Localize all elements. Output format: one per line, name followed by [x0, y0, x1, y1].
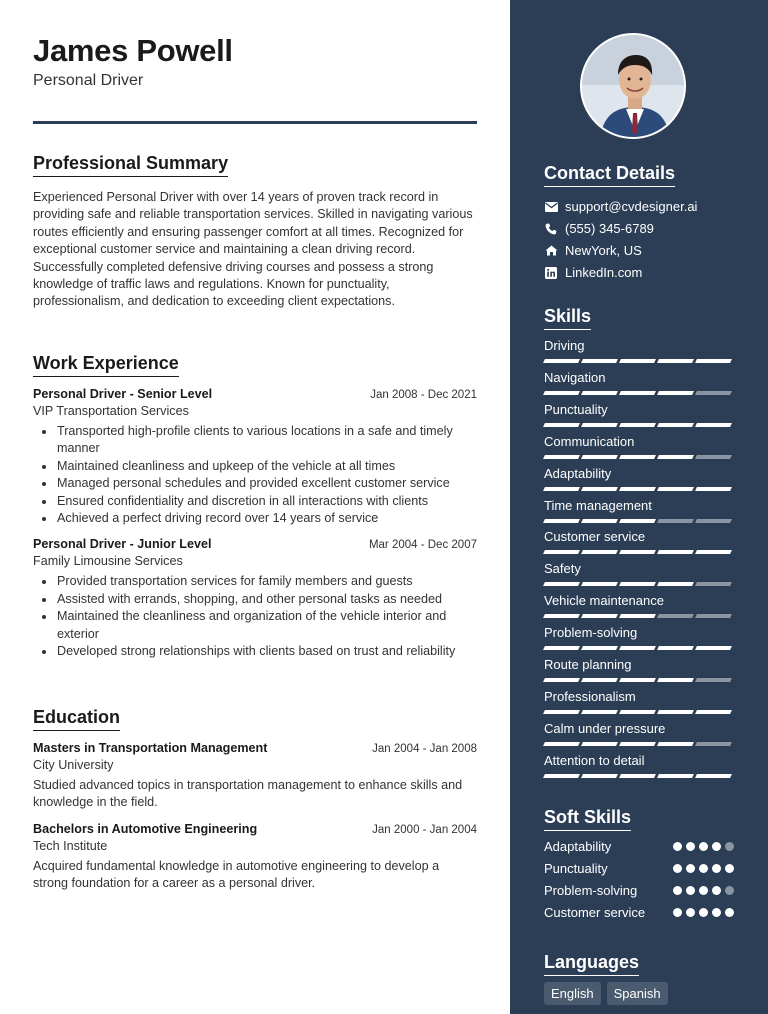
education-entry: [33, 741, 477, 812]
contact-location: [544, 243, 642, 258]
skill-item: [544, 498, 734, 523]
soft-skill-rating: [673, 842, 734, 851]
rating-dot-filled: [725, 908, 734, 917]
skill-name: Route planning: [544, 657, 632, 672]
job-bullet: Transported high-profile clients to various locations in a safe and timely manner: [33, 423, 477, 458]
summary-text: Experienced Personal Driver with over 14 years of proven track record in providing safe and reliable transportation services. Skilled in navigating various routes efficiently and ensuring passenger comfort at all times. Recognized for exceptional customer service and maintaining a clean driving record. Successfully completed defensive driving courses and possess a strong knowledge of traffic laws and regulations. Known for punctuality, professionalism, and dedication to exceeding client expectations.: [33, 190, 473, 309]
job-title: Personal Driver - Junior Level: [33, 537, 212, 552]
skill-level-segment-filled: [581, 646, 618, 650]
skill-level-segment-filled: [581, 550, 618, 554]
skill-level-segment-filled: [543, 646, 580, 650]
skill-level-segment-filled: [543, 423, 580, 427]
rating-dot-filled: [725, 864, 734, 873]
skill-level-segment-filled: [543, 582, 580, 586]
skill-level-bar: [544, 742, 734, 746]
job-bullet: Developed strong relationships with clients based on trust and reliability: [33, 643, 477, 660]
skill-level-segment-filled: [619, 582, 656, 586]
skill-level-segment-filled: [695, 646, 732, 650]
skill-name: Time management: [544, 497, 652, 513]
skill-item: [544, 338, 734, 363]
skill-level-segment-filled: [657, 391, 694, 395]
soft-skill-item: [544, 861, 734, 876]
skill-level-segment-empty: [695, 455, 732, 459]
job-bullet: Maintained the cleanliness and organization of the vehicle interior and exterior: [33, 608, 477, 643]
job-company: VIP Transportation Services: [33, 404, 189, 418]
job-bullets: [33, 573, 477, 660]
rating-dot-filled: [673, 886, 682, 895]
education-date: Jan 2000 - Jan 2004: [372, 823, 477, 836]
soft-skill-name: Customer service: [544, 905, 646, 920]
skill-item: [544, 402, 734, 427]
skill-level-segment-empty: [657, 519, 694, 523]
sidebar: [510, 0, 768, 1014]
contact-email-text: support@cvdesigner.ai: [565, 199, 698, 214]
skill-level-segment-empty: [657, 614, 694, 618]
education-heading: Education: [33, 707, 120, 731]
skill-level-segment-filled: [543, 710, 580, 714]
rating-dot-filled: [673, 908, 682, 917]
skill-level-segment-filled: [543, 391, 580, 395]
linkedin-icon: [544, 266, 558, 280]
languages-list: [544, 982, 668, 1005]
profile-photo-illustration: [582, 35, 686, 139]
skill-level-segment-filled: [619, 646, 656, 650]
rating-dot-filled: [673, 842, 682, 851]
skill-level-bar: [544, 550, 734, 554]
skill-level-segment-filled: [543, 774, 580, 778]
skill-name: Customer service: [544, 529, 646, 545]
skill-name: Punctuality: [544, 401, 608, 417]
skill-level-segment-filled: [657, 774, 694, 778]
skill-level-segment-filled: [695, 359, 732, 363]
rating-dot-filled: [699, 908, 708, 917]
soft-skill-rating: [673, 886, 734, 895]
education-section: [33, 707, 477, 893]
school-name: City University: [33, 758, 114, 772]
phone-icon: [544, 222, 558, 236]
contact-location-text: NewYork, US: [565, 243, 642, 258]
rating-dot-filled: [712, 886, 721, 895]
skill-level-segment-empty: [695, 519, 732, 523]
job-date: Mar 2004 - Dec 2007: [368, 539, 477, 552]
skill-level-bar: [544, 582, 734, 586]
envelope-icon: [544, 200, 558, 214]
header-divider: [33, 121, 477, 124]
contact-linkedin[interactable]: [544, 265, 642, 280]
skill-level-segment-filled: [619, 455, 656, 459]
rating-dot-filled: [686, 908, 695, 917]
skill-name: Adaptability: [544, 465, 612, 481]
skill-level-segment-filled: [619, 550, 656, 554]
skill-level-segment-filled: [543, 487, 580, 491]
skill-name: Problem-solving: [544, 625, 638, 641]
job-bullets: [33, 423, 477, 527]
skill-level-segment-filled: [543, 678, 580, 682]
education-description: Acquired fundamental knowledge in automotive engineering to develop a strong foundation for a career as a personal driver.: [33, 858, 440, 891]
skill-level-segment-filled: [695, 487, 732, 491]
skill-item: [544, 466, 734, 491]
skill-item: [544, 689, 734, 714]
rating-dot-filled: [686, 842, 695, 851]
soft-skill-item: [544, 883, 734, 898]
skill-level-segment-filled: [619, 359, 656, 363]
skill-level-segment-filled: [581, 423, 618, 427]
skill-level-bar: [544, 423, 734, 427]
skill-level-segment-filled: [619, 519, 656, 523]
skill-level-segment-filled: [581, 519, 618, 523]
skill-level-bar: [544, 359, 734, 363]
summary-heading: Professional Summary: [33, 153, 228, 177]
soft-skill-rating: [673, 864, 734, 873]
skill-level-segment-filled: [543, 550, 580, 554]
skill-level-segment-filled: [657, 423, 694, 427]
skill-name: Calm under pressure: [544, 720, 666, 736]
rating-dot-filled: [699, 842, 708, 851]
job-bullet: Maintained cleanliness and upkeep of the vehicle at all times: [33, 458, 477, 475]
degree-title: Bachelors in Automotive Engineering: [33, 821, 258, 836]
language-tag: English: [544, 982, 601, 1005]
summary-section: [33, 153, 477, 311]
skill-level-segment-filled: [619, 614, 656, 618]
skill-level-segment-filled: [619, 742, 656, 746]
skill-level-segment-filled: [657, 550, 694, 554]
skill-item: [544, 753, 734, 778]
soft-skill-name: Problem-solving: [544, 883, 638, 898]
contact-email[interactable]: [544, 199, 697, 214]
job-bullet: Achieved a perfect driving record over 14 years of service: [33, 510, 477, 527]
skill-level-segment-filled: [657, 582, 694, 586]
skill-level-segment-filled: [619, 487, 656, 491]
skill-level-segment-filled: [657, 487, 694, 491]
rating-dot-empty: [725, 886, 734, 895]
contact-heading: Contact Details: [544, 163, 675, 187]
skill-level-bar: [544, 519, 734, 523]
job-company: Family Limousine Services: [33, 554, 183, 569]
rating-dot-filled: [686, 886, 695, 895]
job-bullet: Provided transportation services for family members and guests: [33, 573, 477, 590]
soft-skill-name: Adaptability: [544, 839, 612, 854]
skill-level-bar: [544, 646, 734, 650]
skill-level-bar: [544, 774, 734, 778]
skill-item: [544, 561, 734, 586]
skill-item: [544, 657, 734, 682]
skill-level-segment-empty: [695, 391, 732, 395]
rating-dot-filled: [712, 864, 721, 873]
skill-level-segment-filled: [581, 710, 618, 714]
skill-level-bar: [544, 710, 734, 714]
skill-level-segment-filled: [581, 774, 618, 778]
contact-linkedin-text: LinkedIn.com: [565, 265, 643, 280]
skill-name: Navigation: [544, 369, 606, 385]
rating-dot-filled: [712, 842, 721, 851]
skill-level-segment-filled: [543, 455, 580, 459]
education-description: Studied advanced topics in transportation management to enhance skills and knowledge in the field.: [33, 778, 463, 810]
skill-level-segment-filled: [657, 646, 694, 650]
job-title: Personal Driver - Senior Level: [33, 387, 213, 401]
skill-level-bar: [544, 614, 734, 618]
skill-level-segment-filled: [581, 742, 618, 746]
skill-level-segment-filled: [581, 582, 618, 586]
languages-heading: Languages: [544, 952, 639, 976]
skill-level-segment-filled: [619, 678, 656, 682]
skill-level-segment-filled: [581, 678, 618, 682]
degree-title: Masters in Transportation Management: [33, 741, 268, 755]
skill-level-segment-filled: [695, 710, 732, 714]
work-experience-section: [33, 353, 477, 660]
skill-level-segment-filled: [657, 678, 694, 682]
skill-level-segment-filled: [695, 550, 732, 554]
work-heading: Work Experience: [33, 353, 179, 377]
skill-level-segment-filled: [619, 391, 656, 395]
skill-level-segment-filled: [581, 455, 618, 459]
education-date: Jan 2004 - Jan 2008: [372, 743, 477, 755]
skill-level-bar: [544, 487, 734, 491]
soft-skill-rating: [673, 908, 734, 917]
skills-heading: Skills: [544, 306, 591, 330]
skill-level-segment-filled: [657, 710, 694, 714]
skill-level-segment-filled: [619, 774, 656, 778]
skill-name: Vehicle maintenance: [544, 593, 664, 609]
soft-skills-heading: Soft Skills: [544, 807, 631, 831]
job-entry: [33, 387, 477, 527]
skill-name: Communication: [544, 433, 635, 449]
skill-level-segment-empty: [695, 742, 732, 746]
skill-level-bar: [544, 455, 734, 459]
education-entry: [33, 822, 477, 893]
skill-level-segment-empty: [695, 614, 732, 618]
skill-item: [544, 721, 734, 746]
skill-level-segment-filled: [581, 614, 618, 618]
skill-item: [544, 434, 734, 459]
skill-level-segment-filled: [657, 742, 694, 746]
rating-dot-filled: [712, 908, 721, 917]
skill-name: Driving: [544, 338, 585, 353]
skill-level-segment-empty: [695, 582, 732, 586]
skill-level-segment-filled: [619, 710, 656, 714]
soft-skill-item: [544, 905, 734, 920]
skill-level-segment-filled: [695, 423, 732, 427]
skill-item: [544, 625, 734, 650]
skill-level-segment-filled: [581, 359, 618, 363]
skill-level-segment-filled: [581, 487, 618, 491]
candidate-title: Personal Driver: [33, 72, 144, 89]
job-bullet: Ensured confidentiality and discretion in all interactions with clients: [33, 493, 477, 510]
skill-level-segment-filled: [581, 391, 618, 395]
soft-skill-item: [544, 839, 734, 854]
profile-photo: [580, 33, 686, 139]
skill-level-bar: [544, 391, 734, 395]
home-icon: [544, 244, 558, 258]
skill-name: Safety: [544, 561, 581, 577]
skill-level-segment-filled: [619, 423, 656, 427]
skill-item: [544, 370, 734, 395]
contact-phone-text: (555) 345-6789: [565, 221, 654, 236]
skill-item: [544, 529, 734, 554]
job-bullet: Assisted with errands, shopping, and other personal tasks as needed: [33, 591, 477, 608]
skill-level-bar: [544, 678, 734, 682]
language-tag: Spanish: [607, 982, 668, 1005]
skill-level-segment-filled: [543, 359, 580, 363]
rating-dot-filled: [673, 864, 682, 873]
job-entry: [33, 537, 477, 660]
skill-level-segment-filled: [543, 614, 580, 618]
job-date: Jan 2008 - Dec 2021: [370, 389, 477, 401]
skill-level-segment-filled: [695, 774, 732, 778]
contact-phone[interactable]: [544, 221, 654, 236]
rating-dot-filled: [686, 864, 695, 873]
candidate-name: James Powell: [33, 33, 233, 68]
job-bullet: Managed personal schedules and provided excellent customer service: [33, 475, 477, 492]
skill-level-segment-filled: [543, 742, 580, 746]
rating-dot-empty: [725, 842, 734, 851]
skill-level-segment-filled: [657, 455, 694, 459]
skill-level-segment-filled: [543, 519, 580, 523]
skill-level-segment-filled: [657, 359, 694, 363]
rating-dot-filled: [699, 864, 708, 873]
skill-level-segment-empty: [695, 678, 732, 682]
school-name: Tech Institute: [33, 838, 108, 853]
soft-skill-name: Punctuality: [544, 861, 608, 876]
skill-name: Professionalism: [544, 688, 636, 704]
skill-item: [544, 593, 734, 618]
skill-name: Attention to detail: [544, 752, 645, 768]
rating-dot-filled: [699, 886, 708, 895]
